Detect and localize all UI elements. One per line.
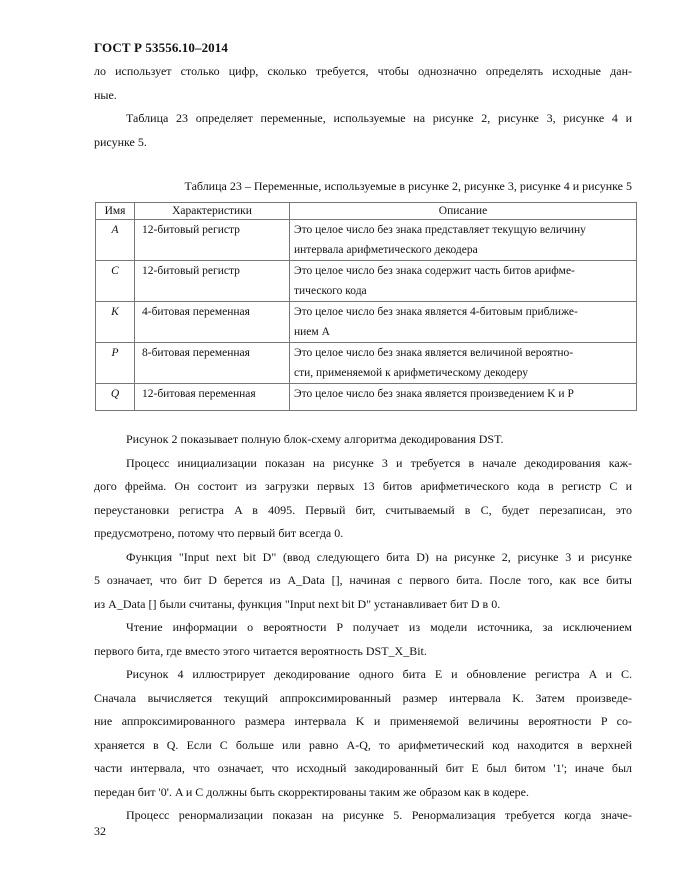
description-line: тического кода bbox=[294, 285, 367, 297]
text-line: рисунке 5. bbox=[94, 134, 147, 149]
text-line: Таблица 23 определяет переменные, используемые на рисунке 2, рисунке 3, рисунке 4 и bbox=[126, 111, 632, 125]
table-row bbox=[96, 220, 637, 261]
column-header-description: Описание bbox=[290, 203, 637, 220]
text-line: Процесс ренормализации показан на рисунке 5. Ренормализация требуется когда значе- bbox=[126, 808, 632, 822]
text-line: первого бита, где вместо этого читается вероятность DST_X_Bit. bbox=[94, 643, 427, 658]
standard-header: ГОСТ Р 53556.10–2014 bbox=[94, 40, 228, 55]
description-line: Это целое число без знака является 4-битовым приближе- bbox=[294, 306, 578, 318]
variable-characteristic: 12-битовый регистр bbox=[135, 220, 290, 261]
description-line: Это целое число без знака является величиной вероятно- bbox=[294, 347, 574, 359]
column-header-name: Имя bbox=[96, 203, 135, 220]
variable-name: C bbox=[96, 261, 135, 302]
variable-characteristic: 4-битовая переменная bbox=[135, 302, 290, 343]
description-line: Это целое число без знака представляет текущую величину bbox=[294, 224, 586, 236]
description-line: Это целое число без знака является произведением K и P bbox=[294, 388, 574, 400]
variable-characteristic: 12-битовая переменная bbox=[135, 384, 290, 411]
variable-description bbox=[290, 343, 637, 384]
page-number: 32 bbox=[94, 824, 106, 838]
text-line: Процесс инициализации показан на рисунке 3 и требуется в начале декодирования каж- bbox=[126, 455, 632, 470]
variable-name: Q bbox=[96, 384, 135, 411]
table-row bbox=[96, 384, 637, 411]
table-row bbox=[96, 343, 637, 384]
variable-name: A bbox=[96, 220, 135, 261]
text-line: ные. bbox=[94, 87, 117, 102]
text-line: части интервала, что означает, что исходный закодированный бит E был битом '1'; иначе был bbox=[94, 761, 632, 775]
text-line: Рисунок 2 показывает полную блок-схему алгоритма декодирования DST. bbox=[126, 432, 504, 446]
variable-name: P bbox=[96, 343, 135, 384]
text-line: храняется в Q. Если C больше или равно A-Q, то арифметический код находится в верхней bbox=[94, 737, 632, 752]
description-line: нием A bbox=[294, 326, 330, 338]
text-line: передан бит '0'. A и C должны быть скорректированы таким же образом как в кодере. bbox=[94, 784, 530, 799]
table-row bbox=[96, 261, 637, 302]
variable-description bbox=[290, 302, 637, 343]
description-line: сти, применяемой к арифметическому декодеру bbox=[294, 367, 528, 379]
variable-description bbox=[290, 220, 637, 261]
variable-description bbox=[290, 261, 637, 302]
body-text bbox=[94, 428, 632, 828]
text-line: дого фрейма. Он состоит из загрузки первых 13 битов арифметического кода в регистр C и bbox=[94, 479, 632, 493]
text-line: Функция "Input next bit D" (ввод следующего бита D) на рисунке 2, рисунке 3 и рисунке bbox=[126, 549, 632, 564]
column-header-characteristics: Характеристики bbox=[135, 203, 290, 220]
text-line: предусмотрено, потому что первый бит всегда 0. bbox=[94, 526, 344, 540]
intro-paragraph bbox=[94, 60, 632, 154]
variable-description bbox=[290, 384, 637, 411]
table-row bbox=[96, 302, 637, 343]
text-line: переустановки регистра A в 4095. Первый бит, считываемый в C, будет перезаписан, это bbox=[94, 502, 632, 517]
text-line: Рисунок 4 иллюстрирует декодирование одного бита E и обновление регистра A и C. bbox=[126, 667, 632, 681]
table-header-row bbox=[96, 203, 637, 220]
description-line: интервала арифметического декодера bbox=[294, 244, 478, 256]
variable-characteristic: 8-битовая переменная bbox=[135, 343, 290, 384]
text-line: ние аппроксимированного размера интервала K и применяемой величины вероятности P со- bbox=[94, 714, 632, 728]
text-line: Сначала вычисляется текущий аппроксимированный размер интервала K. Затем произведе- bbox=[94, 690, 632, 705]
table-caption: Таблица 23 – Переменные, используемые в рисунке 2, рисунке 3, рисунке 4 и рисунке 5 bbox=[184, 179, 632, 193]
variable-name: K bbox=[96, 302, 135, 343]
description-line: Это целое число без знака содержит часть битов арифме- bbox=[294, 265, 575, 277]
text-line: 5 означает, что бит D берется из A_Data [], начиная с первого бита. После того, как все биты bbox=[94, 573, 632, 587]
text-line: Чтение информации о вероятности P получает из модели источника, за исключением bbox=[126, 620, 632, 634]
variable-characteristic: 12-битовый регистр bbox=[135, 261, 290, 302]
text-line: из A_Data [] были считаны, функция "Input next bit D" устанавливает бит D в 0. bbox=[94, 596, 501, 611]
text-line: ло использует столько цифр, сколько требуется, чтобы однозначно определять исходные дан- bbox=[94, 64, 632, 78]
variables-table bbox=[95, 202, 637, 411]
